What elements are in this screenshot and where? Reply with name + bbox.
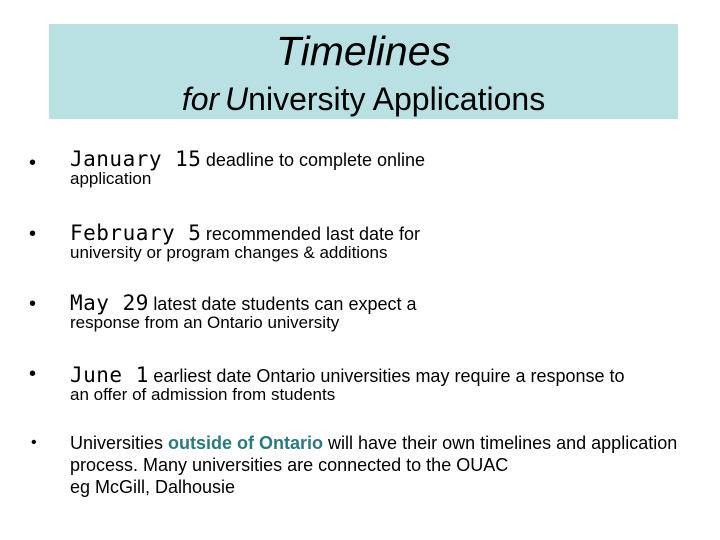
item-2-date: February 5 [70, 221, 202, 245]
slide-subtitle [49, 80, 678, 118]
title-box [49, 24, 678, 119]
subtitle-prefix: for [181, 81, 220, 117]
bullet-1: • [29, 152, 37, 174]
subtitle-initial: U [225, 81, 249, 117]
bullet-4: • [29, 363, 37, 385]
subtitle-rest: niversity Applications [248, 81, 546, 117]
item-1-desc: deadline to complete online [205, 150, 426, 170]
item-3-desc: latest date students can expect a [153, 294, 417, 314]
timeline-item-3 [70, 291, 695, 332]
item-4-cont: an offer of admission from students [70, 385, 336, 404]
note-highlight: outside of Ontario [168, 433, 324, 453]
item-2-desc: recommended last date for [205, 224, 421, 244]
item-4-date: June 1 [70, 363, 149, 387]
slide-title: Timelines [275, 28, 452, 74]
note-pre: Universities [70, 433, 169, 453]
bullet-2: • [29, 223, 37, 245]
item-2-cont: university or program changes & additions [70, 243, 388, 262]
item-1-cont: application [70, 169, 152, 188]
note-post: will have their own timelines and application process. Many universities are connected to the OUAC [70, 433, 678, 475]
item-1-date: January 15 [70, 147, 202, 171]
item-3-cont: response from an Ontario university [70, 313, 340, 332]
note-examples: eg McGill, Dalhousie [70, 477, 236, 497]
timeline-item-4 [70, 363, 695, 404]
item-3-date: May 29 [70, 291, 149, 315]
item-4-desc: earliest date Ontario universities may require a response to [153, 366, 625, 386]
bullet-3: • [29, 293, 37, 315]
timeline-item-2 [70, 221, 695, 262]
bullet-5: • [31, 434, 37, 451]
timeline-item-1 [70, 147, 695, 188]
outside-ontario-note [31, 432, 700, 498]
